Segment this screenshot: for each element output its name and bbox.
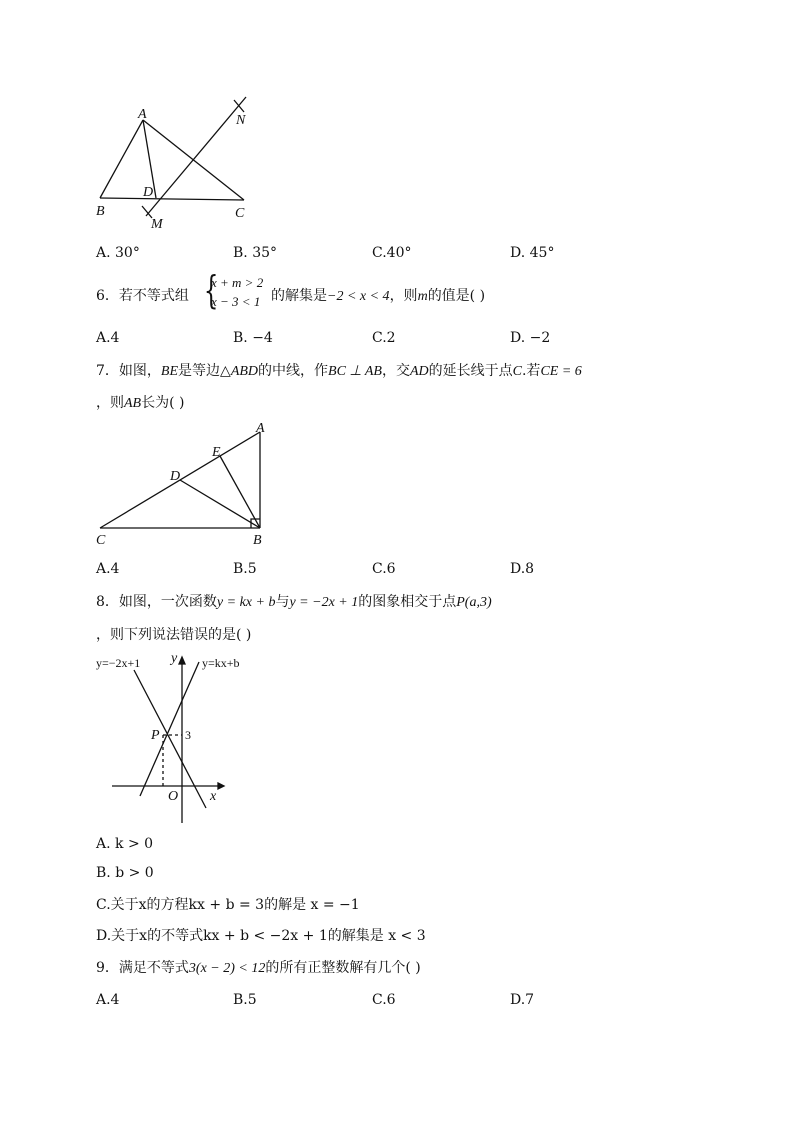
- q5-figure: [90, 92, 270, 234]
- q6-stem-rest: [271, 285, 485, 305]
- q6-var: m: [417, 289, 428, 304]
- q8-text-c: 的图象相交于点: [358, 594, 457, 610]
- q7-ce: CE = 6: [540, 364, 582, 379]
- q7-text-h: 长为( ): [141, 395, 185, 411]
- q7-option-b: B.5: [233, 561, 257, 577]
- q6-option-d: D. −2: [510, 330, 551, 346]
- q8-option-a: A. k > 0: [96, 836, 154, 852]
- q7-ad: AD: [409, 364, 429, 379]
- q7-figure: [90, 418, 280, 552]
- q8-option-d: D.关于x的不等式kx + b < −2x + 1的解集是 x < 3: [96, 928, 426, 944]
- q7-c: C: [512, 364, 522, 379]
- q8-option-c: C.关于x的方程kx + b = 3的解是 x = −1: [96, 897, 360, 913]
- q5-option-b: B. 35°: [233, 245, 278, 261]
- q8-stem-line-1: [96, 591, 492, 611]
- q6-end: 的值是( ): [427, 288, 486, 304]
- q7-text-a: 7．如图，: [96, 363, 161, 379]
- q6-suffix: ，则: [389, 288, 418, 304]
- perpendicular-bisector-mn: [146, 97, 246, 216]
- q5-option-d: D. 45°: [510, 245, 555, 261]
- q8-f2: y = −2x + 1: [289, 595, 359, 610]
- label-origin: O: [168, 789, 179, 804]
- q7-text-g: ，则: [96, 395, 124, 411]
- q9-option-d: D.7: [510, 992, 535, 1008]
- label-x-axis: x: [210, 789, 217, 804]
- q6-stem: [96, 285, 189, 305]
- q6-system-line-1: x + m > 2: [211, 275, 264, 290]
- q7-text-d: ，交: [381, 363, 410, 379]
- q9-text-b: 的所有正整数解有几个( ): [265, 960, 421, 976]
- label-e: E: [212, 445, 221, 460]
- q9-text-a: 9．满足不等式: [96, 960, 189, 976]
- label-c: C: [235, 206, 245, 221]
- q5-option-a: A. 30°: [96, 245, 140, 261]
- q6-option-c: C.2: [372, 330, 396, 346]
- q7-ab: AB: [124, 396, 142, 411]
- q9-ineq: 3(x − 2) < 12: [188, 961, 266, 976]
- q7-option-d: D.8: [510, 561, 535, 577]
- q6-mid: 的解集是: [271, 288, 327, 304]
- label-b: B: [253, 533, 262, 548]
- label-y-axis: y: [171, 651, 178, 666]
- q6-option-b: B. −4: [233, 330, 273, 346]
- q7-stem-line-2: [96, 392, 184, 412]
- label-n: N: [236, 113, 246, 128]
- side-bc: [100, 198, 244, 200]
- q6-solution: −2 < x < 4: [327, 289, 390, 304]
- q6-option-a: A.4: [96, 330, 120, 346]
- label-c: C: [96, 533, 106, 548]
- q9-stem: [96, 957, 421, 977]
- line-negative-slope: [134, 670, 206, 808]
- q7-text-b: 是等边△: [178, 363, 231, 379]
- q8-p: P(a,3): [456, 595, 492, 610]
- q5-option-c: C.40°: [372, 245, 412, 261]
- segment-eb: [220, 456, 260, 528]
- q6-brace: {: [203, 268, 219, 312]
- label-d: D: [170, 469, 181, 484]
- segment-db: [180, 480, 260, 528]
- q7-stem-line-1: [96, 360, 582, 380]
- q9-option-a: A.4: [96, 992, 120, 1008]
- q8-graph: [90, 648, 280, 828]
- label-p: P: [151, 728, 160, 743]
- label-f1: y=kx+b: [202, 656, 240, 670]
- q7-option-c: C.6: [372, 561, 396, 577]
- q9-option-b: B.5: [233, 992, 257, 1008]
- label-b: B: [96, 204, 105, 219]
- q6-system: [211, 273, 263, 311]
- q7-option-a: A.4: [96, 561, 120, 577]
- q7-abd: ABD: [230, 364, 259, 379]
- side-ab: [100, 120, 143, 198]
- q7-text-e: 的延长线于点: [428, 363, 513, 379]
- label-m: M: [151, 217, 163, 232]
- q8-option-b: B. b > 0: [96, 865, 154, 881]
- label-f2: y=−2x+1: [96, 656, 141, 670]
- x-axis-arrow: [218, 783, 224, 789]
- q6-system-line-2: x − 3 < 1: [211, 294, 261, 309]
- q8-f1: y = kx + b: [216, 595, 276, 610]
- q7-be: BE: [160, 364, 179, 379]
- q8-text-b: 与: [275, 594, 290, 610]
- label-y-tick-3: 3: [185, 728, 191, 742]
- label-a: A: [256, 421, 265, 436]
- label-a: A: [138, 107, 147, 122]
- q6-prefix: 6．若不等式组: [96, 288, 189, 304]
- q7-text-c: 的中线，作: [258, 363, 329, 379]
- q9-option-c: C.6: [372, 992, 396, 1008]
- q7-text-f: .若: [521, 363, 541, 379]
- y-axis-arrow: [179, 657, 185, 664]
- label-d: D: [143, 185, 154, 200]
- q7-bc-ab: BC ⊥ AB: [328, 364, 382, 379]
- q8-text-a: 8．如图，一次函数: [96, 594, 217, 610]
- q8-stem-line-2: ，则下列说法错误的是( ): [96, 627, 252, 643]
